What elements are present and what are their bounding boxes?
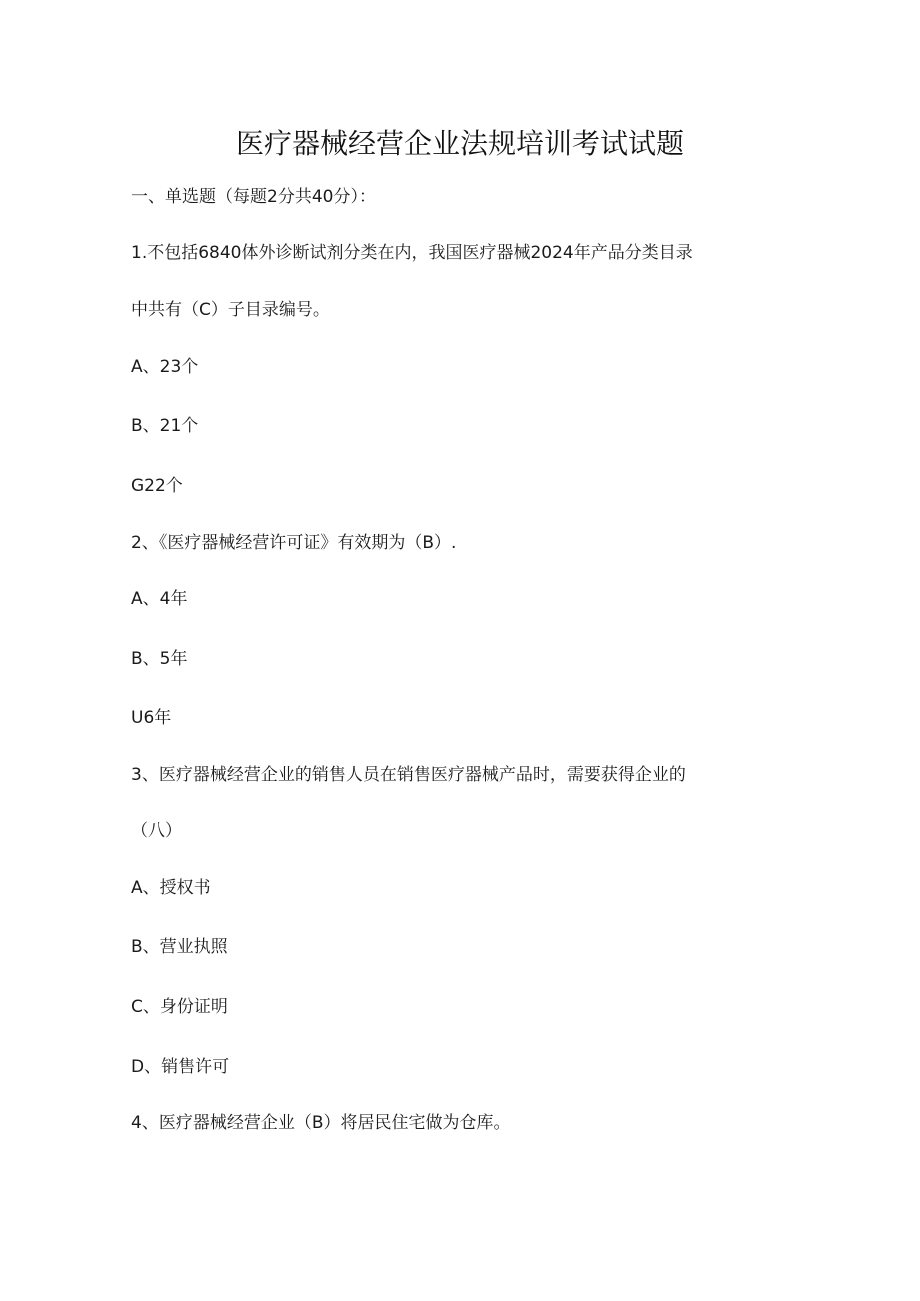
- question-3-text-line-1: 3、医疗器械经营企业的销售人员在销售医疗器械产品时，需要获得企业的: [131, 765, 686, 785]
- section-heading: 一、单选题（每题2分共40分）：: [131, 187, 376, 207]
- question-3-option-a: A、授权书: [131, 878, 211, 898]
- question-3-option-d: D、销售许可: [131, 1057, 230, 1077]
- question-1-option-a: A、23个: [131, 357, 199, 377]
- question-3-option-c: C、身份证明: [131, 997, 228, 1017]
- question-2-text: 2、《医疗器械经营许可证》有效期为（B）.: [131, 533, 457, 553]
- question-1-option-c: G22个: [131, 476, 183, 496]
- question-1-text-line-1: 1.不包括6840体外诊断试剂分类在内，我国医疗器械2024年产品分类目录: [131, 243, 693, 263]
- question-4-text: 4、医疗器械经营企业（B）将居民住宅做为仓库。: [131, 1113, 511, 1133]
- question-1-text-line-2: 中共有（C）子目录编号。: [131, 300, 330, 320]
- question-3-option-b: B、营业执照: [131, 937, 228, 957]
- question-1-option-b: B、21个: [131, 416, 199, 436]
- document-title: 医疗器械经营企业法规培训考试试题: [235, 127, 684, 160]
- question-3-text-line-2: （八）: [131, 821, 182, 841]
- question-2-option-c: U6年: [131, 708, 172, 728]
- question-2-option-a: A、4年: [131, 589, 188, 609]
- question-2-option-b: B、5年: [131, 649, 188, 669]
